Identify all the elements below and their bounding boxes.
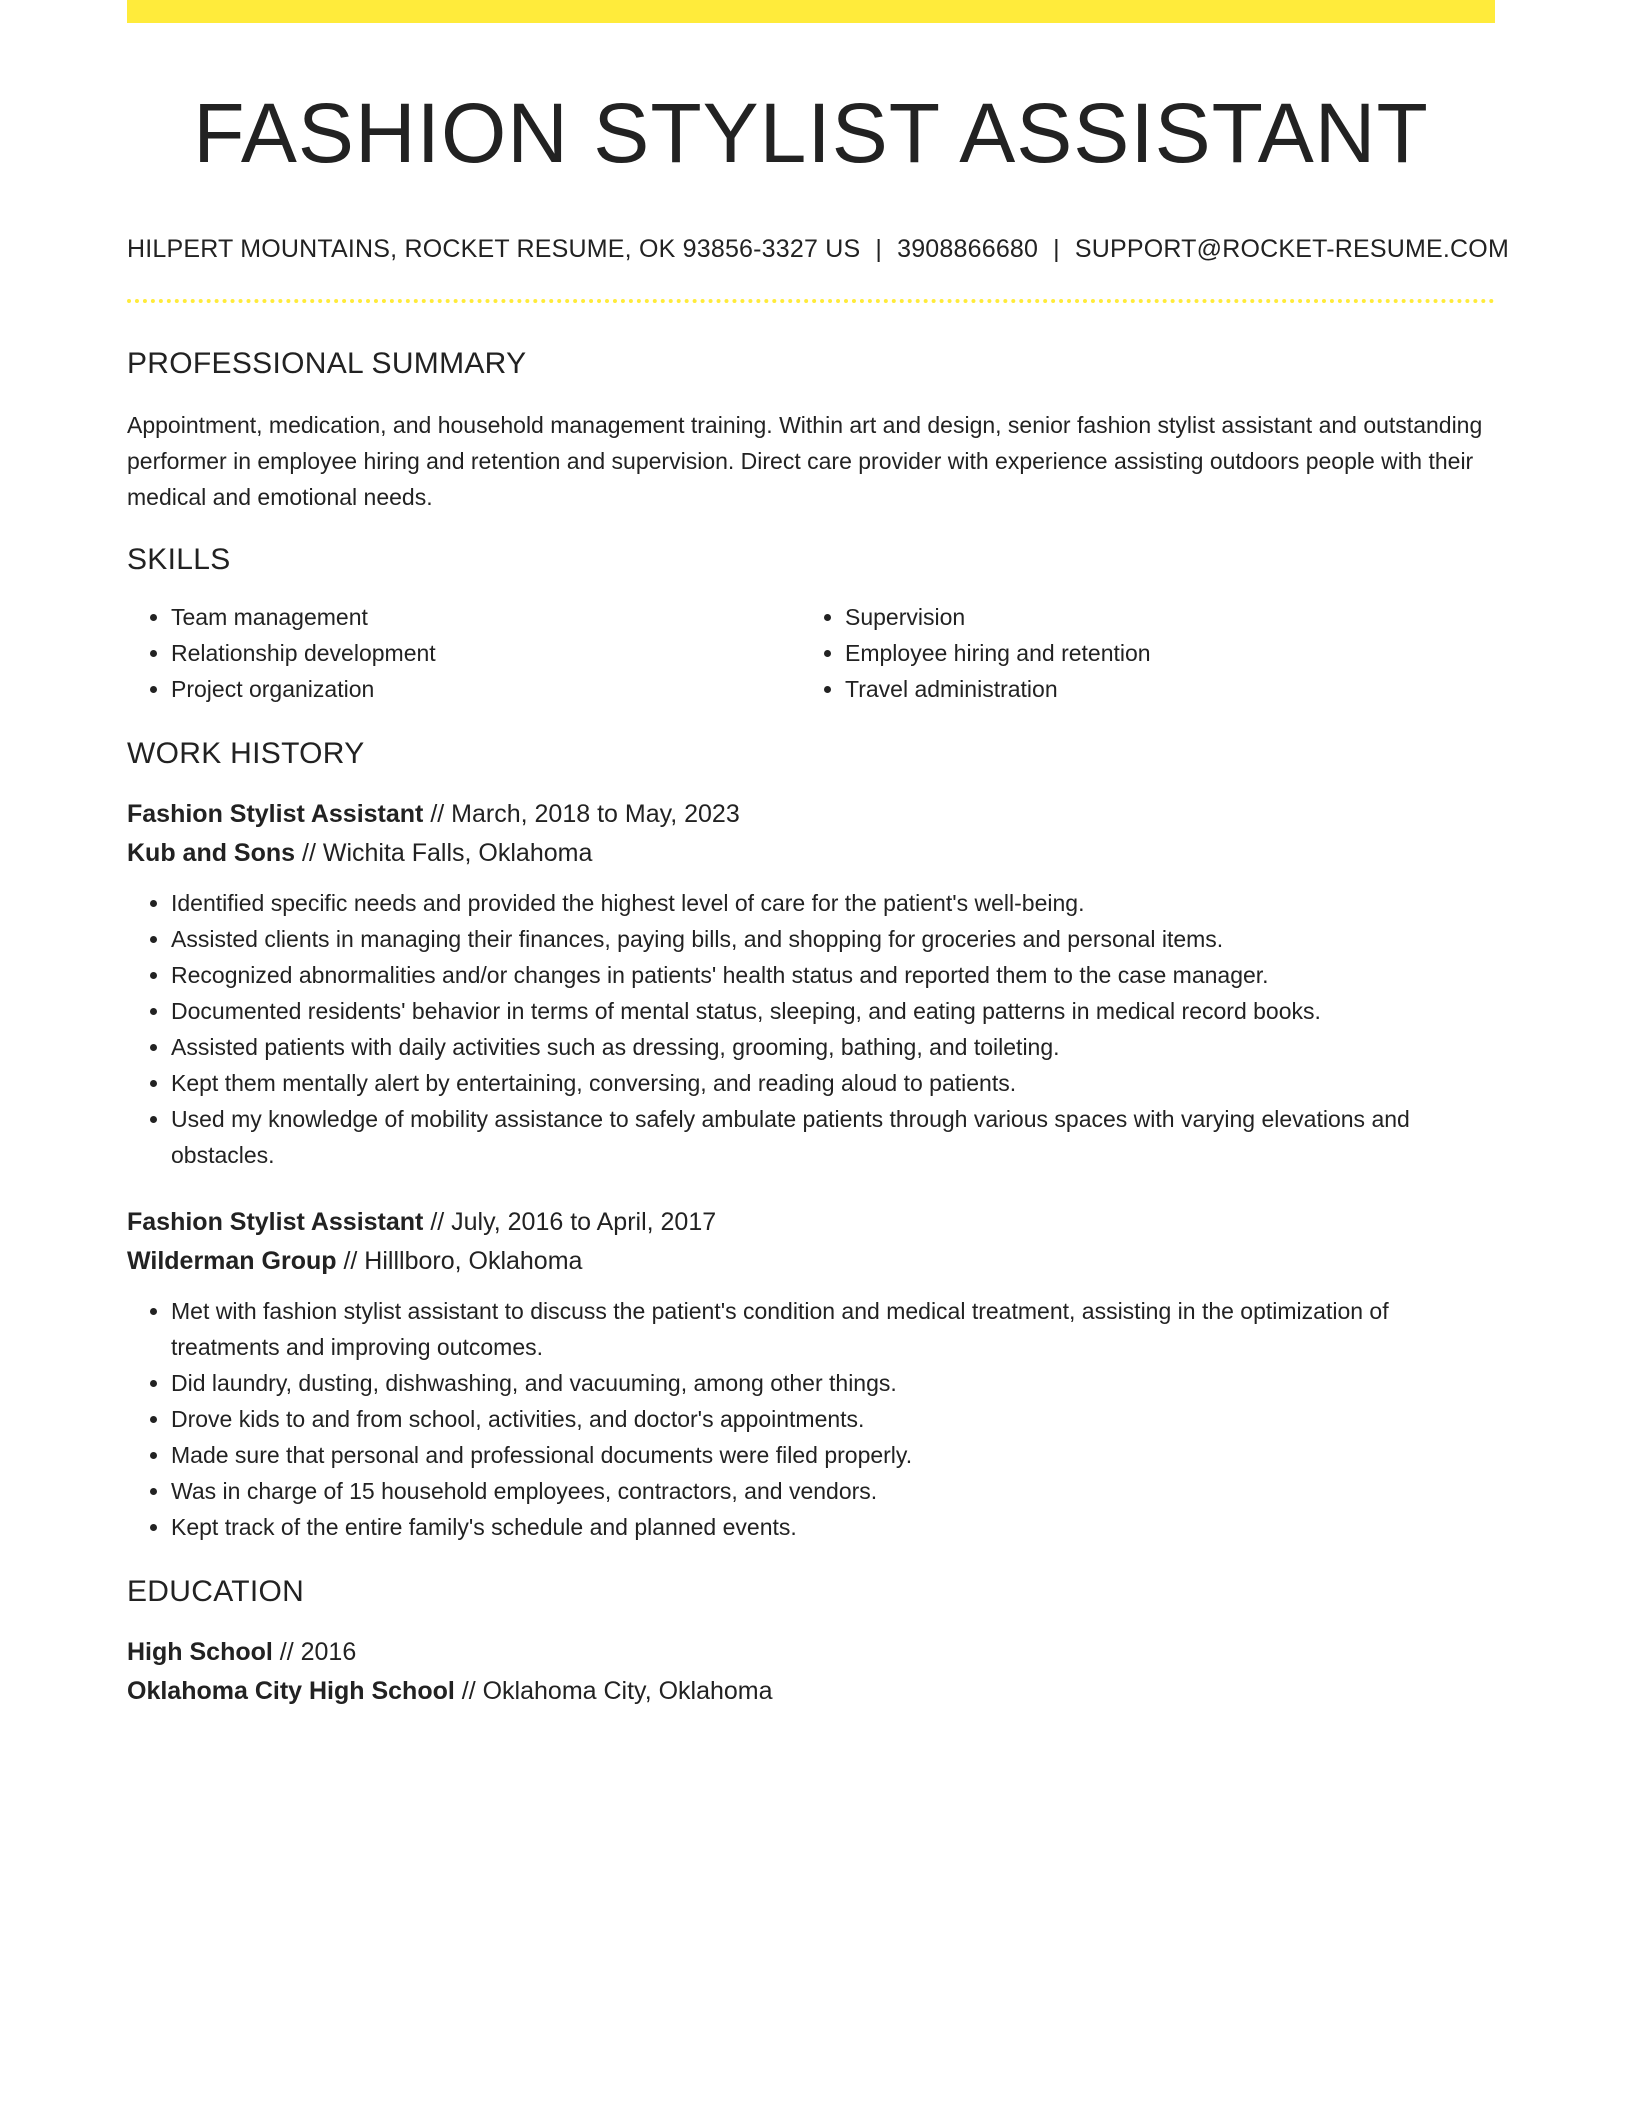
skills-column-left xyxy=(127,599,801,707)
education-school-line xyxy=(127,1672,1495,1711)
skill-item: • Team management xyxy=(171,599,801,635)
job-bullet: • Assisted clients in managing their finances, paying bills, and shopping for groceries and personal items. xyxy=(171,921,1495,957)
job-bullet: • Documented residents' behavior in terms of mental status, sleeping, and eating patterns in medical record books. xyxy=(171,993,1495,1029)
header-divider xyxy=(127,299,1495,303)
skill-item: • Employee hiring and retention xyxy=(845,635,1475,671)
education-school: Oklahoma City High School xyxy=(127,1677,455,1705)
skills-list xyxy=(127,599,1495,707)
work-history-heading: WORK HISTORY xyxy=(127,737,365,770)
summary-text: Appointment, medication, and household management training. Within art and design, senior fashion stylist assistant and outstanding performer in employee hiring and retention and supervision. Direct care provider with experience assisting outdoors people with their medical and emotional needs. xyxy=(127,412,1483,510)
job-title-line xyxy=(127,1203,1495,1242)
skill-item: • Travel administration xyxy=(845,671,1475,707)
skill-item: • Relationship development xyxy=(171,635,801,671)
accent-bar xyxy=(127,0,1495,23)
contact-phone: 3908866680 xyxy=(897,235,1039,263)
resume-name: FASHION STYLIST ASSISTANT xyxy=(193,86,1429,180)
contact-line xyxy=(127,235,1509,264)
job-location: // Hilllboro, Oklahoma xyxy=(336,1247,583,1275)
contact-address: HILPERT MOUNTAINS, ROCKET RESUME, OK 93856-3327 US xyxy=(127,235,861,263)
job-bullet: • Kept them mentally alert by entertaining, conversing, and reading aloud to patients. xyxy=(171,1065,1495,1101)
job-role: Fashion Stylist Assistant xyxy=(127,1208,424,1236)
job-dates: // March, 2018 to May, 2023 xyxy=(423,800,740,828)
job-bullet-list xyxy=(127,885,1495,1173)
job-bullet: • Recognized abnormalities and/or changes in patients' health status and reported them to the case manager. xyxy=(171,957,1495,993)
summary-heading: PROFESSIONAL SUMMARY xyxy=(127,347,527,380)
skills-heading: SKILLS xyxy=(127,543,231,576)
education-location: // Oklahoma City, Oklahoma xyxy=(454,1677,773,1705)
education-heading: EDUCATION xyxy=(127,1575,305,1608)
job-company-line xyxy=(127,1242,1495,1281)
job-company: Kub and Sons xyxy=(127,839,296,867)
job-bullet: • Did laundry, dusting, dishwashing, and vacuuming, among other things. xyxy=(171,1365,1495,1401)
job-company-line xyxy=(127,834,1495,873)
education-degree: High School xyxy=(127,1638,273,1666)
education-year: // 2016 xyxy=(272,1638,357,1666)
skill-item: • Project organization xyxy=(171,671,801,707)
contact-separator: | xyxy=(1053,235,1060,263)
skill-item: • Supervision xyxy=(845,599,1475,635)
job-bullet: • Drove kids to and from school, activities, and doctor's appointments. xyxy=(171,1401,1495,1437)
job-location: // Wichita Falls, Oklahoma xyxy=(295,839,593,867)
contact-email: SUPPORT@ROCKET-RESUME.COM xyxy=(1074,235,1509,263)
job-dates: // July, 2016 to April, 2017 xyxy=(423,1208,717,1236)
job-bullet: • Was in charge of 15 household employees, contractors, and vendors. xyxy=(171,1473,1495,1509)
contact-separator: | xyxy=(875,235,883,263)
job-role: Fashion Stylist Assistant xyxy=(127,800,424,828)
job-title-line xyxy=(127,795,1495,834)
job-company: Wilderman Group xyxy=(127,1247,337,1275)
job-bullet: • Used my knowledge of mobility assistance to safely ambulate patients through various spaces with varying elevations and obstacles. xyxy=(171,1101,1495,1173)
resume-page xyxy=(127,0,1509,1711)
job-bullet: • Kept track of the entire family's schedule and planned events. xyxy=(171,1509,1495,1545)
job-bullet: • Identified specific needs and provided the highest level of care for the patient's well-being. xyxy=(171,885,1495,921)
job-bullet: • Assisted patients with daily activities such as dressing, grooming, bathing, and toileting. xyxy=(171,1029,1495,1065)
job-bullet: • Met with fashion stylist assistant to discuss the patient's condition and medical treatment, assisting in the optimization of treatments and improving outcomes. xyxy=(171,1293,1495,1365)
job-bullet: • Made sure that personal and professional documents were filed properly. xyxy=(171,1437,1495,1473)
education-degree-line xyxy=(127,1633,1495,1672)
skills-column-right xyxy=(801,599,1475,707)
job-bullet-list xyxy=(127,1293,1495,1545)
